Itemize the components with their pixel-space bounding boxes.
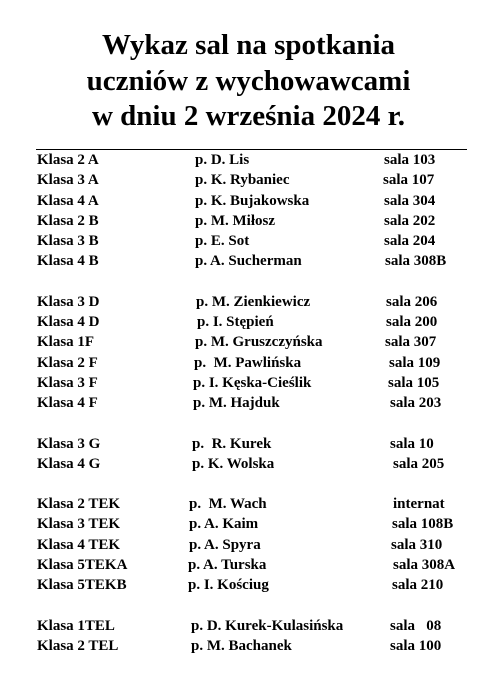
list-item (0, 535, 497, 555)
class-name: Klasa 4 F (37, 395, 98, 412)
teacher-name: p. A. Sucherman (195, 253, 302, 270)
teacher-name: p. M. Pawlińska (194, 354, 302, 371)
list-item (0, 292, 497, 312)
room-number: sala 108B (392, 516, 454, 533)
class-name: Klasa 4 A (37, 192, 99, 209)
list-item (0, 636, 497, 656)
teacher-name: p. I. Kościug (188, 577, 269, 594)
teacher-name: p. I. Kęska-Cieślik (193, 374, 312, 391)
page-title (0, 28, 497, 135)
class-name: Klasa 5TEKA (37, 557, 128, 574)
room-list (0, 150, 497, 656)
room-number: sala 308B (385, 253, 447, 270)
list-item (0, 454, 497, 474)
room-number: sala 109 (389, 354, 441, 371)
group-spacer (0, 474, 497, 494)
room-number: sala 308A (393, 557, 456, 574)
list-item (0, 150, 497, 170)
teacher-name: p. R. Kurek (192, 435, 272, 452)
room-number: sala 205 (393, 455, 445, 472)
room-number: sala 210 (392, 577, 444, 594)
room-number: sala 10 (390, 435, 434, 452)
room-number: sala 107 (383, 172, 435, 189)
list-item (0, 373, 497, 393)
teacher-name: p. A. Kaim (189, 516, 259, 533)
list-item (0, 353, 497, 373)
room-number: sala 202 (384, 212, 436, 229)
class-name: Klasa 2 TEK (37, 496, 121, 513)
teacher-name: p. M. Wach (189, 496, 267, 513)
class-name: Klasa 2 TEL (37, 637, 119, 654)
class-name: Klasa 2 F (37, 354, 98, 371)
class-name: Klasa 4 G (37, 455, 101, 472)
list-item (0, 616, 497, 636)
class-name: Klasa 4 D (37, 314, 100, 331)
room-number: sala 105 (388, 374, 440, 391)
class-name: Klasa 3 A (37, 172, 99, 189)
class-name: Klasa 4 TEK (37, 536, 121, 553)
teacher-name: p. M. Miłosz (195, 212, 275, 229)
class-name: Klasa 4 B (37, 253, 99, 270)
room-number: sala 203 (390, 395, 442, 412)
list-item (0, 211, 497, 231)
list-item (0, 555, 497, 575)
list-item (0, 393, 497, 413)
class-name: Klasa 2 B (37, 212, 99, 229)
class-name: Klasa 2 A (37, 152, 99, 168)
room-number: sala 307 (385, 334, 437, 351)
list-item (0, 231, 497, 251)
class-name: Klasa 3 TEK (37, 516, 121, 533)
list-item (0, 332, 497, 352)
teacher-name: p. A. Spyra (189, 536, 261, 553)
room-number: sala 100 (390, 637, 442, 654)
title-line-2: uczniów z wychowawcami (86, 64, 411, 97)
room-number: sala 304 (384, 192, 436, 209)
list-item (0, 191, 497, 211)
list-item (0, 494, 497, 514)
list-item (0, 312, 497, 332)
teacher-name: p. K. Wolska (192, 455, 275, 472)
title-line-3: w dniu 2 września 2024 r. (91, 100, 406, 132)
teacher-name: p. M. Bachanek (191, 637, 292, 654)
teacher-name: p. M. Gruszczyńska (195, 334, 323, 351)
class-name: Klasa 3 F (37, 374, 98, 391)
group-spacer (0, 596, 497, 616)
title-line-1: Wykaz sal na spotkania (101, 29, 396, 61)
room-number: sala 310 (391, 536, 443, 553)
list-item (0, 514, 497, 534)
room-number: sala 204 (384, 233, 436, 250)
class-name: Klasa 3 D (37, 293, 100, 310)
list-item (0, 170, 497, 190)
list-item (0, 251, 497, 271)
room-number: sala 200 (386, 314, 438, 331)
teacher-name: p. M. Hajduk (193, 395, 280, 412)
list-item (0, 575, 497, 595)
group-spacer (0, 272, 497, 292)
group-spacer (0, 414, 497, 434)
room-number: internat (393, 496, 445, 513)
class-name: Klasa 3 B (37, 233, 99, 250)
class-name: Klasa 1F (37, 334, 95, 351)
teacher-name: p. A. Turska (188, 557, 267, 574)
teacher-name: p. M. Zienkiewicz (196, 293, 311, 310)
teacher-name: p. K. Rybaniec (195, 172, 290, 189)
class-name: Klasa 3 G (37, 435, 101, 452)
class-name: Klasa 1TEL (37, 617, 115, 634)
teacher-name: p. D. Lis (195, 152, 250, 168)
room-number: sala 08 (390, 617, 442, 634)
room-number: sala 103 (384, 152, 436, 168)
room-number: sala 206 (386, 293, 438, 310)
teacher-name: p. K. Bujakowska (195, 192, 310, 209)
list-item (0, 434, 497, 454)
class-name: Klasa 5TEKB (37, 577, 127, 594)
teacher-name: p. E. Sot (195, 233, 250, 250)
teacher-name: p. I. Stępień (197, 314, 274, 331)
teacher-name: p. D. Kurek-Kulasińska (191, 617, 344, 634)
